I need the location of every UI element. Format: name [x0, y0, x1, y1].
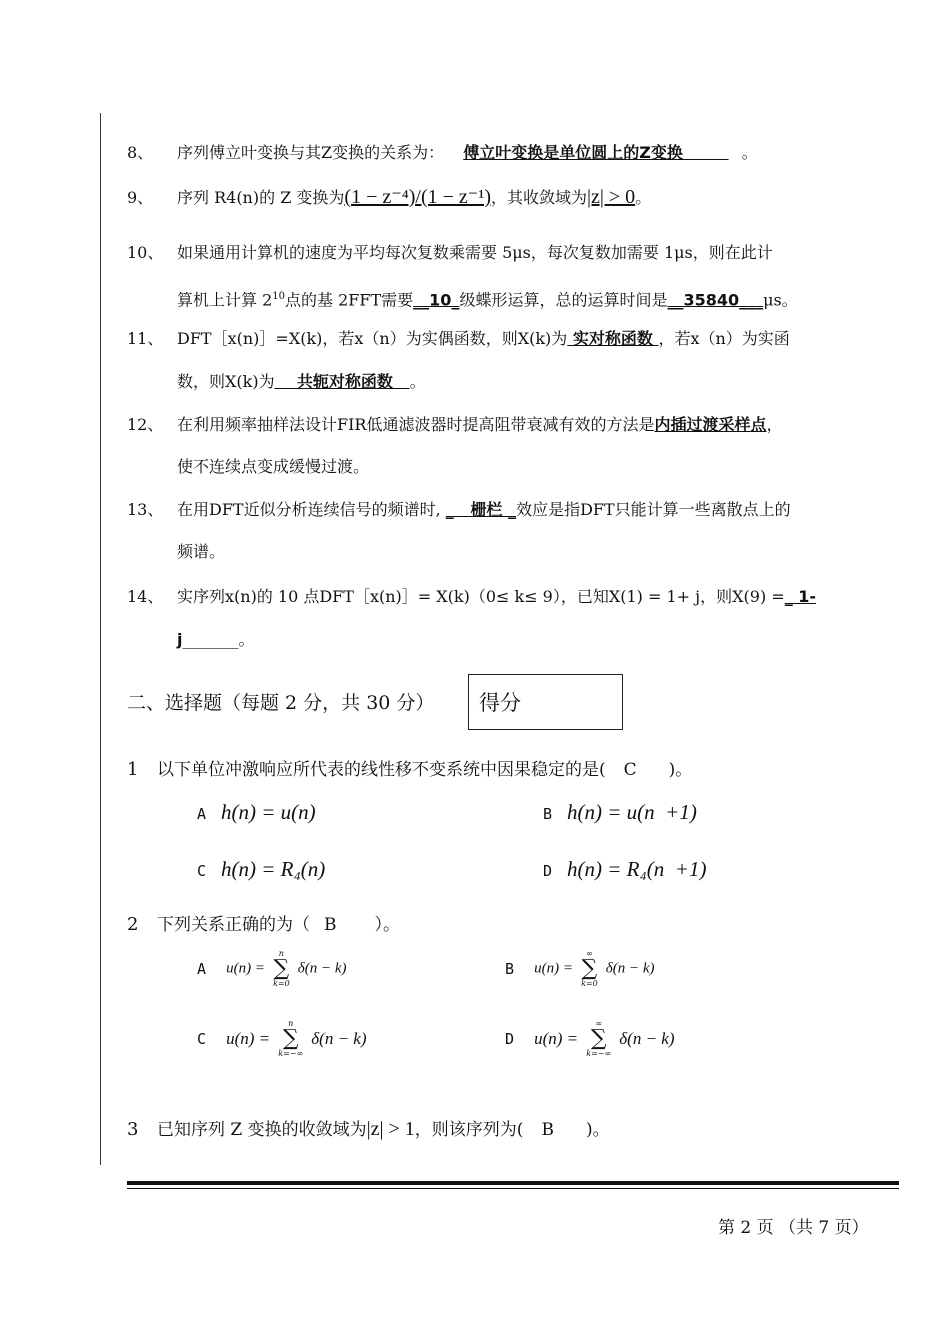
option-label: B [543, 805, 553, 823]
item-text-end: μs。 [763, 290, 798, 310]
q2-option-d [505, 1020, 675, 1058]
item-answer: 共轭对称函数 [274, 372, 410, 391]
option-label: D [505, 1030, 515, 1048]
option-formula: h(n) = u(n +1) [567, 800, 697, 824]
binding-margin-line [100, 113, 101, 1165]
option-formula: h(n) = R₄(n +1) [567, 857, 707, 881]
question-number: 2 [127, 914, 139, 935]
item-number: 9、 [127, 188, 154, 207]
formula-lhs: u(n) = [226, 960, 265, 977]
item-14 [127, 586, 816, 608]
q1-option-c [197, 857, 325, 882]
formula-rhs: δ(n − k) [605, 960, 655, 977]
item-answer: _ 栅栏 _ [445, 500, 517, 519]
score-box[interactable] [468, 674, 623, 730]
item-text-line1: 如果通用计算机的速度为平均每次复数乘需要 5μs，每次复数加需要 1μs，则在此计 [177, 243, 773, 262]
sum-upper-limit: ∞ [586, 949, 593, 958]
item-text: 算机上计算 2 [177, 290, 273, 310]
formula-lhs: u(n) = [534, 960, 573, 977]
option-label: D [543, 862, 553, 880]
item-text: 序列傅立叶变换与其Z变换的关系为： [177, 143, 445, 162]
roc-formula: |z| > 0 [587, 186, 636, 208]
item-answer: _ 1- [784, 587, 817, 606]
question-text: 已知序列 Z 变换的收敛域为 [157, 1120, 367, 1140]
item-text-end: 。 [409, 372, 426, 391]
option-label: A [197, 805, 207, 823]
item-text: 点的基 2FFT需要 [285, 290, 414, 310]
question-answer: C [623, 760, 637, 780]
z-transform-formula: (1 − z⁻⁴)/(1 − z⁻¹) [344, 186, 491, 208]
question-text: ，则该序列为( [414, 1120, 524, 1140]
score-label: 得分 [479, 691, 521, 715]
sum-upper-limit: n [288, 1019, 294, 1028]
formula-rhs: δ(n − k) [619, 1029, 675, 1048]
question-number: 3 [127, 1119, 139, 1140]
item-answer: 实对称函数 [567, 329, 659, 348]
formula-rhs: δ(n − k) [311, 1029, 367, 1048]
q1-option-a [197, 800, 316, 825]
sum-lower-limit: k=0 [273, 979, 290, 988]
formula-lhs: u(n) = [534, 1029, 579, 1048]
question-2 [127, 910, 400, 935]
item-11-line2 [177, 371, 426, 393]
question-text-end: )。 [668, 760, 693, 780]
item-text-end: 。 [635, 188, 652, 207]
item-11 [127, 328, 790, 350]
question-answer: B [324, 915, 337, 935]
sum-upper-limit: ∞ [595, 1019, 603, 1028]
question-text: 下列关系正确的为（ [157, 915, 310, 935]
item-text-end: 。 [741, 143, 758, 162]
item-text: 级蝶形运算，总的运算时间是 [459, 290, 668, 310]
question-3 [127, 1115, 610, 1141]
sum-lower-limit: k=−∞ [586, 1049, 612, 1058]
item-answer: 傅立叶变换是单位圆上的Z变换 [463, 143, 683, 162]
item-14-line2 [177, 629, 255, 651]
item-answer-time: __35840___ [667, 290, 764, 310]
exponent: 10 [272, 291, 286, 302]
summation-sign: ∞ ∑ k=−∞ [586, 1019, 612, 1058]
option-formula: h(n) = u(n) [221, 800, 316, 824]
item-number: 8、 [127, 143, 154, 162]
item-text: 效应是指DFT只能计算一些离散点上的 [516, 500, 791, 519]
item-12-line2: 使不连续点变成缓慢过渡。 [177, 457, 370, 476]
summation-sign: n ∑ k=−∞ [278, 1019, 304, 1058]
item-13 [127, 499, 791, 521]
item-answer-stages: __10_ [413, 290, 460, 310]
item-13-line2: 频谱。 [177, 542, 226, 561]
item-10 [127, 242, 773, 264]
item-8 [127, 142, 758, 164]
item-text: 数，则X(k)为 [177, 372, 275, 391]
item-answer: 内插过渡采样点 [654, 415, 767, 434]
formula-lhs: u(n) = [226, 1029, 271, 1048]
item-text: 序列 R4(n)的 Z 变换为 [177, 188, 345, 207]
sum-lower-limit: k=−∞ [278, 1049, 304, 1058]
item-text: 在利用频率抽样法设计FIR低通滤波器时提高阻带衰减有效的方法是 [177, 415, 655, 434]
q1-option-d [543, 857, 706, 882]
summation-sign: n ∑ k=0 [273, 949, 290, 988]
question-answer: B [541, 1120, 554, 1140]
footer-rule-thin [127, 1188, 899, 1189]
question-1 [127, 755, 692, 780]
item-text-end: _______。 [182, 630, 255, 649]
item-12 [127, 414, 783, 436]
roc-formula: |z| > 1 [366, 1118, 415, 1140]
question-text-end: )。 [585, 1120, 610, 1140]
q2-option-c [197, 1020, 367, 1058]
item-text-mid: ，其收敛域为 [491, 188, 588, 207]
option-label: B [505, 960, 515, 978]
item-text: DFT［x(n)］=X(k)，若x（n）为实偶函数，则X(k)为 [177, 329, 568, 348]
item-10-line2 [177, 286, 798, 311]
option-label: C [197, 1030, 207, 1048]
option-label: A [197, 960, 207, 978]
item-number: 10、 [127, 243, 164, 262]
option-formula: h(n) = R₄(n) [221, 857, 326, 881]
item-number: 11、 [127, 329, 164, 348]
item-answer: j [177, 630, 183, 649]
question-text-end: ）。 [374, 915, 400, 935]
item-text: 实序列x(n)的 10 点DFT［x(n)］= X(k)（0≤ k≤ 9），已知X(1) = 1+ j，则X(9) = [177, 587, 785, 606]
footer-rule-thick [127, 1181, 899, 1185]
q2-option-b [505, 950, 655, 988]
item-number: 14、 [127, 587, 164, 606]
sum-upper-limit: n [278, 949, 284, 958]
question-number: 1 [127, 759, 139, 780]
formula-rhs: δ(n − k) [297, 960, 347, 977]
sum-lower-limit: k=0 [581, 979, 598, 988]
section-title: 二、选择题（每题 2 分，共 30 分） [127, 692, 435, 714]
page-number: 第 2 页 （共 7 页） [718, 1218, 869, 1238]
summation-sign: ∞ ∑ k=0 [581, 949, 598, 988]
q1-option-b [543, 800, 697, 825]
item-text: ，若x（n）为实函 [658, 329, 790, 348]
question-text: 以下单位冲激响应所代表的线性移不变系统中因果稳定的是( [157, 760, 606, 780]
item-text: ， [766, 415, 783, 434]
option-label: C [197, 862, 207, 880]
q2-option-a [197, 950, 347, 988]
item-number: 13、 [127, 500, 164, 519]
item-9 [127, 186, 651, 209]
item-text: 在用DFT近似分析连续信号的频谱时, [177, 500, 446, 519]
item-number: 12、 [127, 415, 164, 434]
